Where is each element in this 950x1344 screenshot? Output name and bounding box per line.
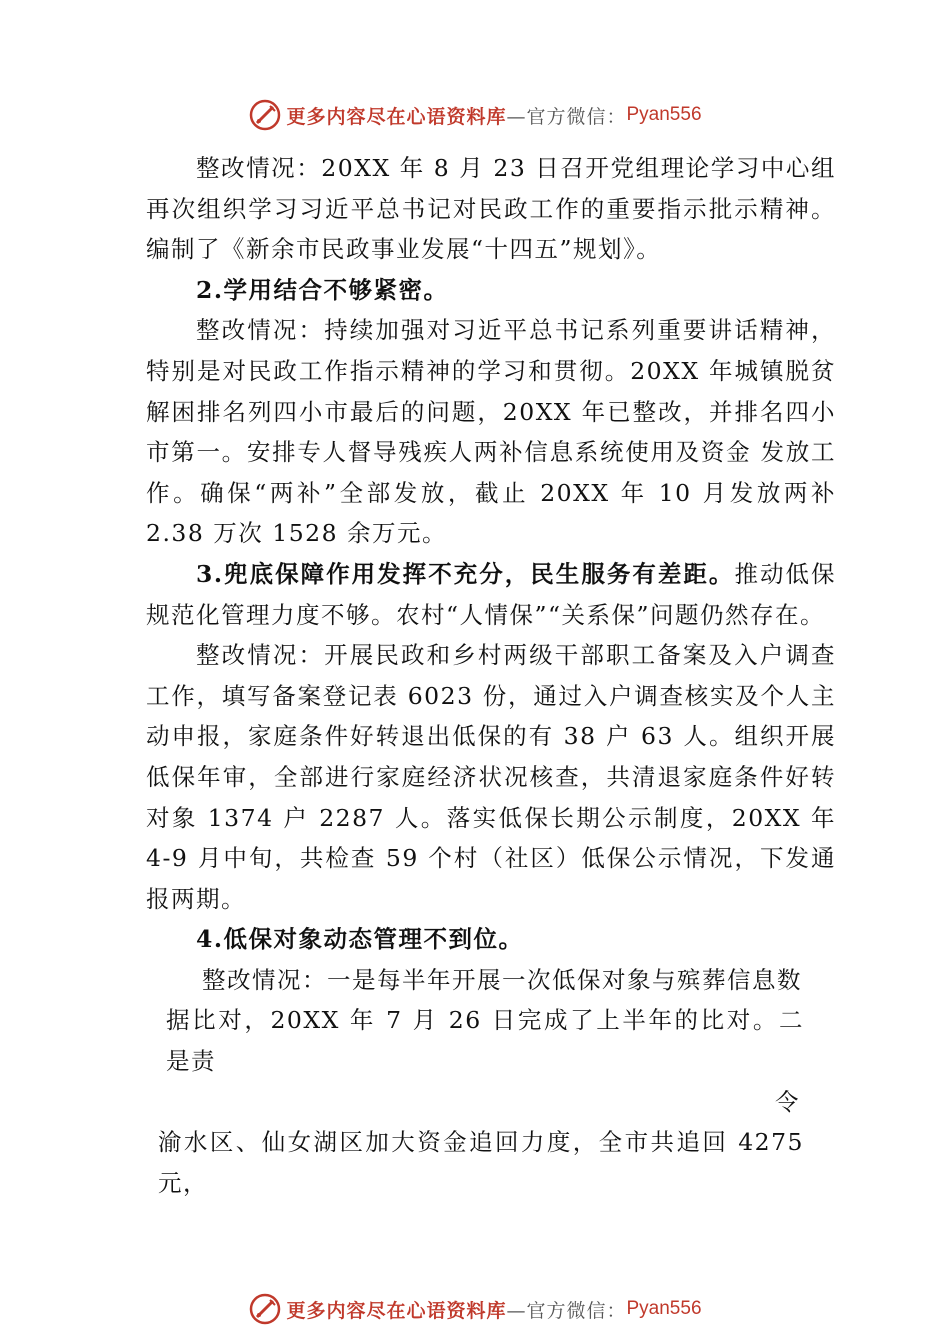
paragraph-4	[146, 960, 836, 1204]
footer-watermark-main: 更多内容尽在心语资料库	[286, 1299, 507, 1322]
paragraph-4-line-1: 整改情况：一是每半年开展一次低保对象与殡葬信息数	[202, 965, 802, 994]
paragraph-3: 整改情况：开展民政和乡村两级干部职工备案及入户调查工作，填写备案登记表 6023 份，通过入户调查核实及个人主动申报，家庭条件好转退出低保的有 38 户 63 人。组织开展低保年审，全部进行家庭经济状况核查，共清退家庭条件好转对象 1374 户 2287 人。落实低保长期公示制度，20XX 年 4-9 月中旬，共检查 59 个村（社区）低保公示情况，下发通报两期。	[146, 641, 836, 913]
paragraph-3-heading	[146, 554, 836, 635]
heading-3-text: 推动低保规范化管理力度不够。农村“人情保”“关系保”问题仍然存在。	[146, 559, 836, 629]
paragraph-1: 整改情况：20XX 年 8 月 23 日召开党组理论学习中心组再次组织学习习近平总书记对民政工作的重要指示批示精神。编制了《新余市民政事业发展“十四五”规划》。	[146, 154, 836, 264]
heading-2: 2.学用结合不够紧密。	[196, 275, 449, 304]
heading-4: 4.低保对象动态管理不到位。	[196, 925, 524, 954]
paragraph-4-line-3: 令	[775, 1087, 800, 1116]
footer-watermark	[0, 1289, 950, 1329]
paragraph-2: 整改情况：持续加强对习近平总书记系列重要讲话精神，特别是对民政工作指示精神的学习和贯彻。20XX 年城镇脱贫解困排名列四小市最后的问题，20XX 年已整改，并排名四小市第一。安排专人督导残疾人两补信息系统使用及资金 发放工作。确保“两补”全部发放，截止 20XX 年 10 月发放两补 2.38 万次 1528 余万元。	[146, 316, 836, 548]
footer-watermark-id: Pyan556	[626, 1298, 702, 1319]
heading-3: 3.兜底保障作用发挥不充分，民生服务有差距。	[196, 559, 735, 588]
footer-watermark-sub: —官方微信：	[506, 1299, 627, 1322]
header-watermark-main: 更多内容尽在心语资料库	[286, 105, 507, 128]
header-watermark	[0, 95, 950, 135]
header-watermark-id: Pyan556	[626, 104, 702, 125]
document-body	[146, 148, 836, 1203]
paragraph-4-line-2: 据比对，20XX 年 7 月 26 日完成了上半年的比对。二是责	[166, 1006, 804, 1076]
paragraph-4-line-4: 渝水区、仙女湖区加大资金追回力度，全市共追回 4275 元，	[158, 1128, 804, 1197]
header-watermark-sub: —官方微信：	[506, 105, 627, 128]
pen-logo-icon	[248, 1292, 282, 1326]
pen-logo-icon	[248, 98, 282, 132]
